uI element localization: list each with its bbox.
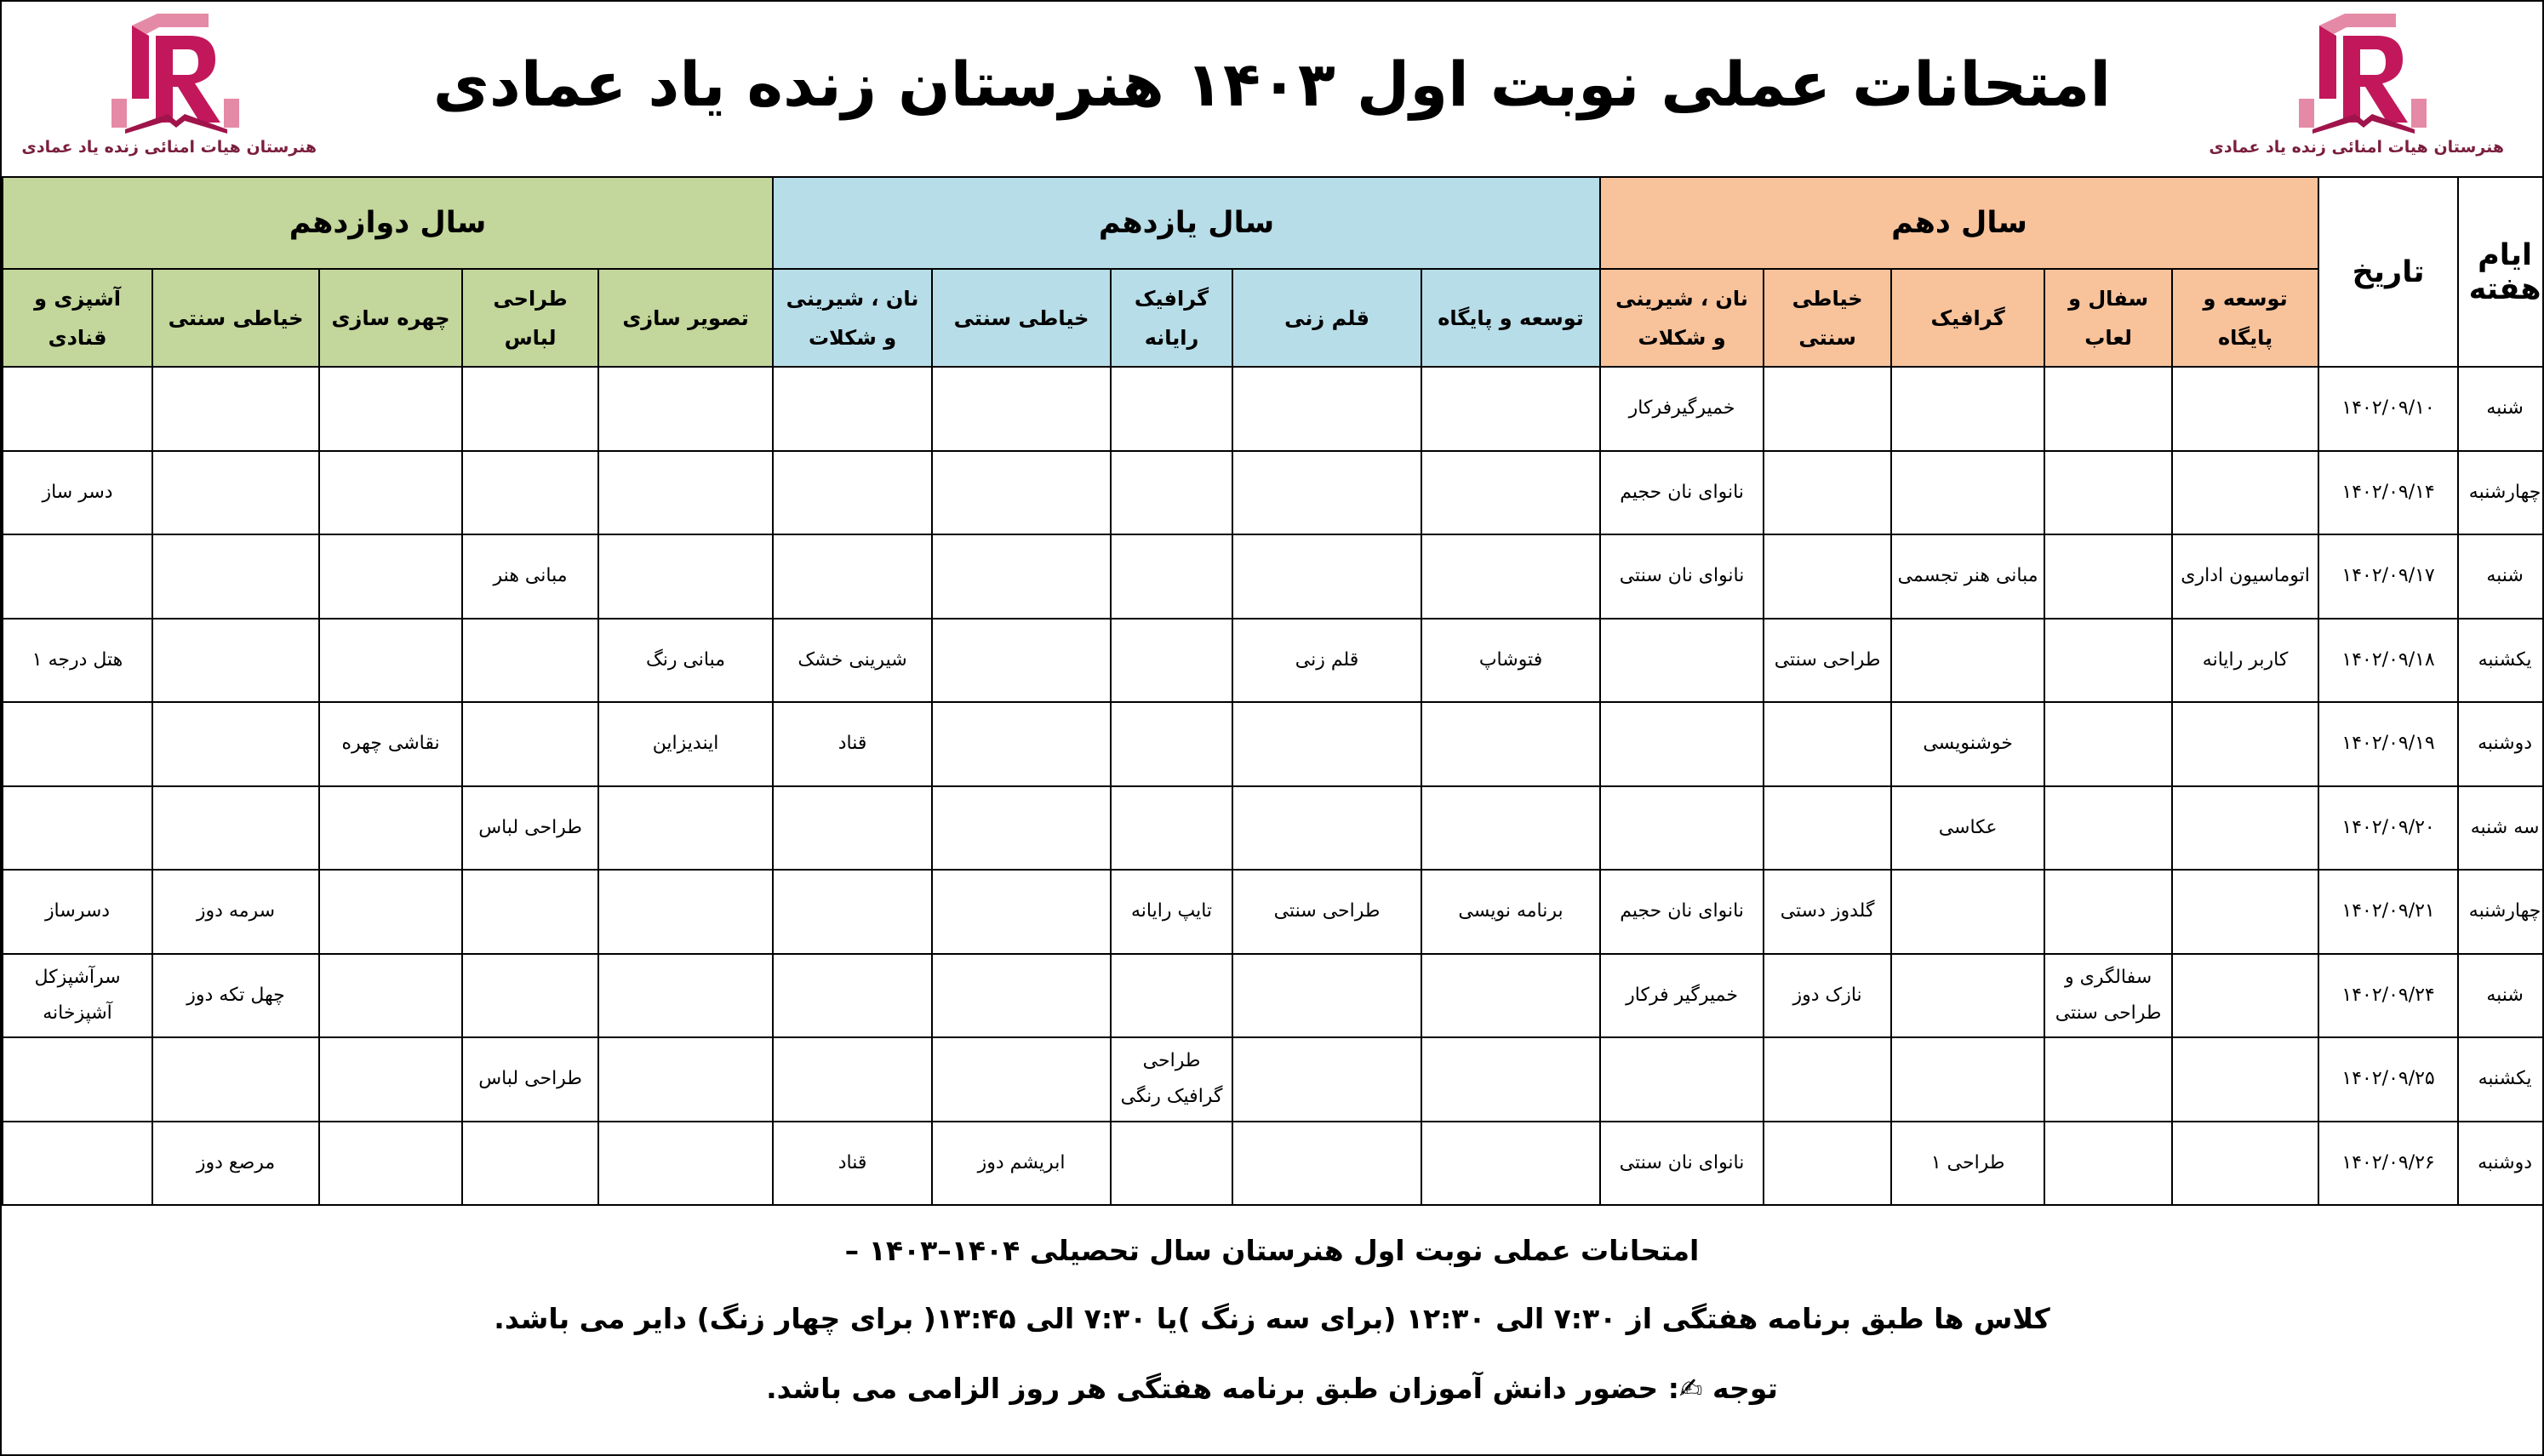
exam-cell [2044, 367, 2172, 451]
exam-cell [598, 1122, 773, 1206]
exam-cell: خمیرگیرفرکار [1600, 367, 1764, 451]
exam-cell [2044, 619, 2172, 703]
exam-cell [2044, 1122, 2172, 1206]
year-group-row [3, 177, 2544, 269]
day-cell: شنبه [2458, 954, 2544, 1038]
exam-cell [152, 534, 319, 619]
subject-header: قلم زنی [1232, 269, 1421, 367]
exam-cell: نانوای نان حجیم [1600, 451, 1764, 535]
table-row [3, 786, 2544, 871]
exam-cell [462, 451, 598, 535]
table-row [3, 1122, 2544, 1206]
subject-header: خیاطی سنتی [1764, 269, 1891, 367]
exam-cell: نقاشی چهره [319, 702, 462, 786]
exam-cell [1891, 451, 2044, 535]
date-cell: ۱۴۰۲/۰۹/۱۷ [2318, 534, 2458, 619]
exam-cell [1600, 619, 1764, 703]
exam-cell: فتوشاپ [1421, 619, 1600, 703]
exam-cell [1232, 451, 1421, 535]
table-row [3, 954, 2544, 1038]
table-row [3, 367, 2544, 451]
exam-cell [1600, 1037, 1764, 1122]
day-cell: سه شنبه [2458, 786, 2544, 871]
table-row [3, 870, 2544, 954]
exam-cell [1232, 954, 1421, 1038]
day-cell: شنبه [2458, 534, 2544, 619]
exam-cell [773, 534, 932, 619]
exam-cell [2044, 786, 2172, 871]
date-column-header: تاریخ [2318, 177, 2458, 367]
exam-cell: دسرساز [3, 870, 152, 954]
exam-cell [1111, 451, 1232, 535]
subject-header: خیاطی سنتی [932, 269, 1111, 367]
exam-cell [1421, 954, 1600, 1038]
exam-cell: نانوای نان سنتی [1600, 1122, 1764, 1206]
exam-cell [3, 702, 152, 786]
exam-cell [1764, 702, 1891, 786]
exam-cell: شیرینی خشک [773, 619, 932, 703]
exam-cell [2172, 1037, 2318, 1122]
exam-cell [1421, 534, 1600, 619]
logo-emblem-icon [2295, 10, 2432, 134]
exam-cell [2172, 702, 2318, 786]
exam-cell: ابریشم دوز [932, 1122, 1111, 1206]
exam-cell [2172, 1122, 2318, 1206]
date-cell: ۱۴۰۲/۰۹/۱۸ [2318, 619, 2458, 703]
footer-line-attendance: توجه ✍: حضور دانش آموزان طبق برنامه هفتگی هر روز الزامی می باشد. [766, 1372, 1778, 1405]
exam-cell [1891, 954, 2044, 1038]
subject-header-row [3, 269, 2544, 367]
table-row [3, 534, 2544, 619]
subject-header: خیاطی سنتی [152, 269, 319, 367]
exam-cell [1891, 619, 2044, 703]
exam-cell [152, 1037, 319, 1122]
date-cell: ۱۴۰۲/۰۹/۲۱ [2318, 870, 2458, 954]
exam-cell [3, 786, 152, 871]
date-cell: ۱۴۰۲/۰۹/۱۴ [2318, 451, 2458, 535]
exam-cell [1232, 702, 1421, 786]
subject-header: سفال و لعاب [2044, 269, 2172, 367]
exam-cell: قناد [773, 1122, 932, 1206]
subject-header: توسعه و پایگاه [1421, 269, 1600, 367]
exam-cell: طراحی لباس [462, 1037, 598, 1122]
exam-cell [1111, 534, 1232, 619]
date-cell: ۱۴۰۲/۰۹/۱۰ [2318, 367, 2458, 451]
exam-cell [152, 451, 319, 535]
exam-cell: قلم زنی [1232, 619, 1421, 703]
exam-cell [2044, 870, 2172, 954]
exam-cell: مبانی رنگ [598, 619, 773, 703]
date-cell: ۱۴۰۲/۰۹/۲۵ [2318, 1037, 2458, 1122]
exam-cell [319, 534, 462, 619]
exam-cell [462, 1122, 598, 1206]
exam-cell [1764, 451, 1891, 535]
exam-cell: سفالگری و طراحی سنتی [2044, 954, 2172, 1038]
exam-cell [1764, 367, 1891, 451]
exam-cell [2044, 451, 2172, 535]
subject-header: طراحی لباس [462, 269, 598, 367]
exam-cell [932, 1037, 1111, 1122]
exam-cell [319, 954, 462, 1038]
exam-cell [598, 954, 773, 1038]
footer-notes [2, 1202, 2542, 1454]
table-row [3, 702, 2544, 786]
exam-cell [1111, 367, 1232, 451]
exam-cell [598, 451, 773, 535]
page-header [2, 2, 2542, 178]
exam-cell [152, 702, 319, 786]
exam-cell [932, 367, 1111, 451]
exam-cell [1891, 870, 2044, 954]
exam-cell [2172, 451, 2318, 535]
group-header-year12: سال دوازدهم [3, 177, 773, 269]
exam-cell [152, 619, 319, 703]
logo-caption: هنرستان هیات امنائی زنده یاد عمادی [21, 138, 317, 157]
exam-cell [773, 870, 932, 954]
exam-cell [152, 367, 319, 451]
exam-cell: برنامه نویسی [1421, 870, 1600, 954]
exam-cell [1111, 954, 1232, 1038]
exam-cell [598, 534, 773, 619]
exam-cell [1232, 367, 1421, 451]
footer-line-title: امتحانات عملی نوبت اول هنرستان سال تحصیلی ۱۴۰۴–۱۴۰۳ – [844, 1234, 1700, 1267]
table-row [3, 451, 2544, 535]
exam-cell [1421, 1037, 1600, 1122]
exam-cell [2172, 870, 2318, 954]
exam-cell [1891, 367, 2044, 451]
page-title: امتحانات عملی نوبت اول ۱۴۰۳ هنرستان زنده یاد عمادی [432, 49, 2112, 120]
exam-cell [598, 786, 773, 871]
exam-cell [1421, 1122, 1600, 1206]
exam-cell [2172, 786, 2318, 871]
exam-cell: سرآشپزکل آشپزخانه [3, 954, 152, 1038]
exam-cell [2044, 702, 2172, 786]
exam-cell: گلدوز دستی [1764, 870, 1891, 954]
exam-cell: دسر ساز [3, 451, 152, 535]
exam-cell [1421, 702, 1600, 786]
subject-header: توسعه و پایگاه [2172, 269, 2318, 367]
subject-header: چهره سازی [319, 269, 462, 367]
exam-cell [1232, 1122, 1421, 1206]
exam-cell: خمیرگیر فرکار [1600, 954, 1764, 1038]
exam-cell [1764, 1037, 1891, 1122]
exam-cell [2044, 534, 2172, 619]
exam-cell [3, 534, 152, 619]
day-cell: دوشنبه [2458, 1122, 2544, 1206]
exam-cell [1111, 786, 1232, 871]
exam-cell [462, 954, 598, 1038]
exam-cell [319, 367, 462, 451]
exam-cell: نانوای نان سنتی [1600, 534, 1764, 619]
exam-cell [932, 702, 1111, 786]
exam-cell [319, 619, 462, 703]
exam-cell [1421, 786, 1600, 871]
exam-cell [152, 786, 319, 871]
exam-cell: مرصع دوز [152, 1122, 319, 1206]
exam-cell [319, 1122, 462, 1206]
group-header-year10: سال دهم [1600, 177, 2318, 269]
exam-cell [462, 367, 598, 451]
group-header-year11: سال یازدهم [773, 177, 1600, 269]
exam-cell: مبانی هنر [462, 534, 598, 619]
exam-cell [2172, 367, 2318, 451]
exam-cell [1111, 1122, 1232, 1206]
exam-cell [319, 451, 462, 535]
exam-cell: خوشنویسی [1891, 702, 2044, 786]
exam-cell: نازک دوز [1764, 954, 1891, 1038]
exam-cell [932, 619, 1111, 703]
date-cell: ۱۴۰۲/۰۹/۲۶ [2318, 1122, 2458, 1206]
day-cell: چهارشنبه [2458, 451, 2544, 535]
exam-cell [932, 451, 1111, 535]
exam-cell [3, 1122, 152, 1206]
exam-cell [932, 534, 1111, 619]
exam-cell: مبانی هنر تجسمی [1891, 534, 2044, 619]
exam-cell [3, 367, 152, 451]
exam-cell [773, 954, 932, 1038]
exam-cell [319, 1037, 462, 1122]
exam-cell: اتوماسیون اداری [2172, 534, 2318, 619]
day-cell: یکشنبه [2458, 1037, 2544, 1122]
date-cell: ۱۴۰۲/۰۹/۲۰ [2318, 786, 2458, 871]
exam-cell [1232, 1037, 1421, 1122]
table-row [3, 619, 2544, 703]
exam-cell [932, 870, 1111, 954]
exam-cell [598, 1037, 773, 1122]
exam-cell: قناد [773, 702, 932, 786]
exam-cell [1421, 367, 1600, 451]
subject-header: گرافیک رایانه [1111, 269, 1232, 367]
exam-cell: سرمه دوز [152, 870, 319, 954]
exam-cell [1232, 534, 1421, 619]
exam-cell [3, 1037, 152, 1122]
exam-cell [2044, 1037, 2172, 1122]
exam-cell [1891, 1037, 2044, 1122]
date-cell: ۱۴۰۲/۰۹/۲۴ [2318, 954, 2458, 1038]
exam-cell [773, 786, 932, 871]
exam-cell [319, 786, 462, 871]
exam-cell: کاربر رایانه [2172, 619, 2318, 703]
exam-cell [932, 954, 1111, 1038]
date-cell: ۱۴۰۲/۰۹/۱۹ [2318, 702, 2458, 786]
footer-line-hours: کلاس ها طبق برنامه هفتگی از ۷:۳۰ الی ۱۲:۳۰ (برای سه زنگ )یا ۷:۳۰ الی ۱۳:۴۵( برای چهار زنگ) دایر می باشد. [494, 1302, 2050, 1335]
exam-cell [598, 870, 773, 954]
exam-cell: نانوای نان حجیم [1600, 870, 1764, 954]
exam-schedule-table [2, 176, 2544, 1206]
exam-cell [1111, 619, 1232, 703]
exam-cell [462, 870, 598, 954]
subject-header: آشپزی و قنادی [3, 269, 152, 367]
exam-cell [462, 619, 598, 703]
exam-cell [1764, 1122, 1891, 1206]
exam-cell [1764, 534, 1891, 619]
day-cell: یکشنبه [2458, 619, 2544, 703]
subject-header: گرافیک [1891, 269, 2044, 367]
exam-cell [1111, 702, 1232, 786]
table-row [3, 1037, 2544, 1122]
exam-cell: عکاسی [1891, 786, 2044, 871]
logo-caption: هنرستان هیات امنائی زنده یاد عمادی [2209, 138, 2504, 157]
exam-cell: طراحی ۱ [1891, 1122, 2044, 1206]
exam-cell [319, 870, 462, 954]
day-cell: دوشنبه [2458, 702, 2544, 786]
subject-header: نان ، شیرینی و شکلات [773, 269, 932, 367]
exam-cell [1600, 786, 1764, 871]
school-logo-right [2209, 10, 2504, 163]
exam-cell [462, 702, 598, 786]
exam-cell: هتل درجه ۱ [3, 619, 152, 703]
exam-cell: چهل تکه دوز [152, 954, 319, 1038]
exam-cell [1600, 702, 1764, 786]
exam-cell [773, 451, 932, 535]
day-cell: چهارشنبه [2458, 870, 2544, 954]
exam-cell: طراحی لباس [462, 786, 598, 871]
subject-header: تصویر سازی [598, 269, 773, 367]
exam-cell [773, 1037, 932, 1122]
exam-cell: ایندیزاین [598, 702, 773, 786]
exam-cell [1421, 451, 1600, 535]
days-column-header: ایام هفته [2458, 177, 2544, 367]
exam-cell [932, 786, 1111, 871]
exam-cell [773, 367, 932, 451]
exam-cell: طراحی سنتی [1232, 870, 1421, 954]
day-cell: شنبه [2458, 367, 2544, 451]
exam-cell [1764, 786, 1891, 871]
subject-header: نان ، شیرینی و شکلات [1600, 269, 1764, 367]
exam-cell [598, 367, 773, 451]
exam-cell: طراحی گرافیک رنگی [1111, 1037, 1232, 1122]
exam-cell [2172, 954, 2318, 1038]
exam-cell [1232, 786, 1421, 871]
exam-cell: طراحی سنتی [1764, 619, 1891, 703]
exam-cell: تایپ رایانه [1111, 870, 1232, 954]
